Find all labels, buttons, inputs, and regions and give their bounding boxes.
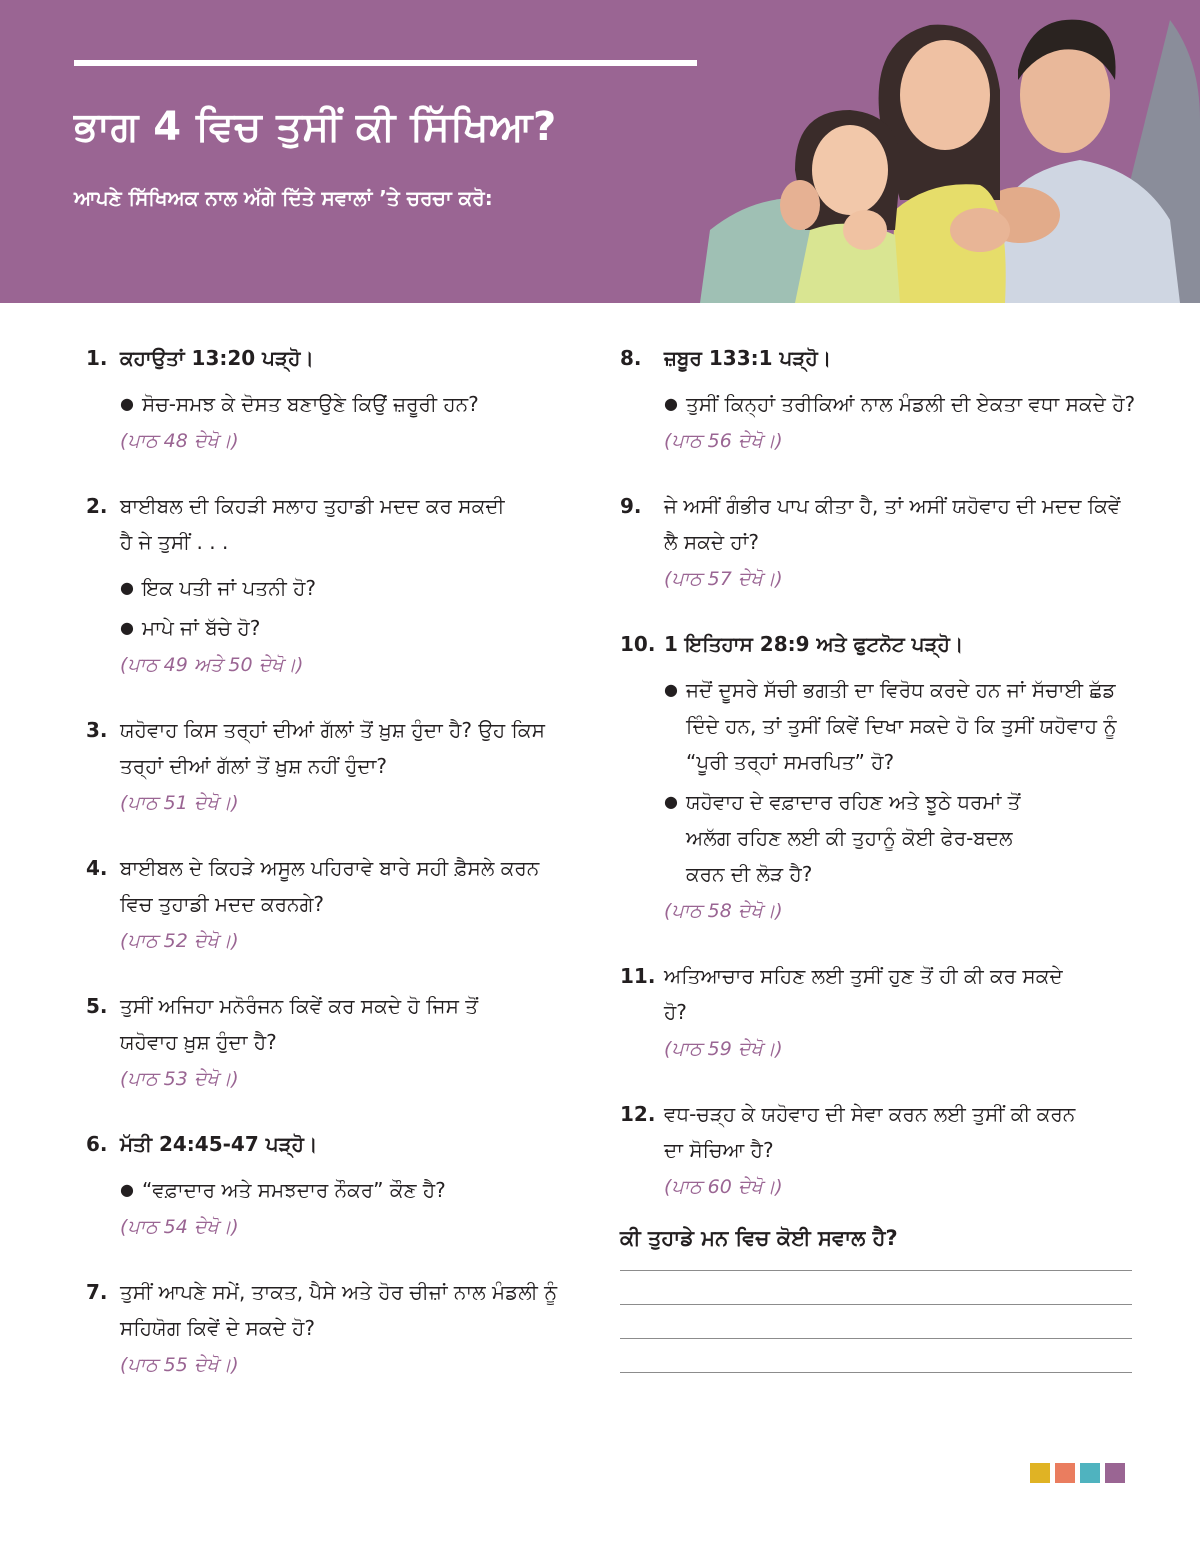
question-text: ਜ਼ਬੂਰ 133:1 ਪੜ੍ਹੋ। <box>664 346 832 370</box>
lesson-reference: (ਪਾਠ 57 ਦੇਖੋ।) <box>664 568 783 590</box>
bullet-icon: ● <box>120 394 134 413</box>
lesson-reference: (ਪਾਠ 51 ਦੇਖੋ।) <box>120 792 239 814</box>
question-number: 5. <box>86 994 108 1018</box>
lesson-reference: (ਪਾਠ 49 ਅਤੇ 50 ਦੇਖੋ।) <box>120 654 304 676</box>
question-text: ਤੁਸੀਂ ਆਪਣੇ ਸਮੇਂ, ਤਾਕਤ, ਪੈਸੇ ਅਤੇ ਹੋਰ ਚੀਜ਼ਾਂ ਨਾਲ ਮੰਡਲੀ ਨੂੰ ਸਹਿਯੋਗ ਕਿਵੇਂ ਦੇ ਸਕਦੇ ਹੋ? <box>120 1280 558 1340</box>
bullet-icon: ● <box>120 578 134 597</box>
lesson-reference: (ਪਾਠ 48 ਦੇਖੋ।) <box>120 430 239 452</box>
question-text: ਅਤਿਆਚਾਰ ਸਹਿਣ ਲਈ ਤੁਸੀਂ ਹੁਣ ਤੋਂ ਹੀ ਕੀ ਕਰ ਸਕਦੇ ਹੋ? <box>664 964 1063 1024</box>
question-item <box>86 1126 566 1244</box>
purple-square <box>1105 1463 1125 1483</box>
bullet-text: ਜਦੋਂ ਦੂਸਰੇ ਸੱਚੀ ਭਗਤੀ ਦਾ ਵਿਰੋਧ ਕਰਦੇ ਹਨ ਜਾਂ ਸੱਚਾਈ ਛੱਡ ਦਿੰਦੇ ਹਨ, ਤਾਂ ਤੁਸੀਂ ਕਿਵੇਂ ਦਿਖਾ ਸਕਦੇ ਹੋ ਕਿ ਤੁਸੀਂ ਯਹੋਵਾਹ ਨੂੰ “ਪੂਰੀ ਤਰ੍ਹਾਂ ਸਮਰਪਿਤ” ਹੋ? <box>686 678 1117 774</box>
question-text: ਜੇ ਅਸੀਂ ਗੰਭੀਰ ਪਾਪ ਕੀਤਾ ਹੈ, ਤਾਂ ਅਸੀਂ ਯਹੋਵਾਹ ਦੀ ਮਦਦ ਕਿਵੇਂ ਲੈ ਸਕਦੇ ਹਾਂ? <box>664 494 1121 554</box>
question-number: 12. <box>620 1102 656 1126</box>
yellow-square <box>1030 1463 1050 1483</box>
question-number: 1. <box>86 346 108 370</box>
teal-square <box>1080 1463 1100 1483</box>
lesson-reference: (ਪਾਠ 59 ਦੇਖੋ।) <box>664 1038 783 1060</box>
question-number: 6. <box>86 1132 108 1156</box>
question-item <box>620 626 1140 928</box>
question-text: ਬਾਈਬਲ ਦੇ ਕਿਹੜੇ ਅਸੂਲ ਪਹਿਰਾਵੇ ਬਾਰੇ ਸਹੀ ਫ਼ੈਸਲੇ ਕਰਨ ਵਿਚ ਤੁਹਾਡੀ ਮਦਦ ਕਰਨਗੇ? <box>120 856 540 916</box>
question-number: 7. <box>86 1280 108 1304</box>
lesson-reference: (ਪਾਠ 60 ਦੇਖੋ।) <box>664 1176 783 1198</box>
bullet-text: “ਵਫ਼ਾਦਾਰ ਅਤੇ ਸਮਝਦਾਰ ਨੌਕਰ” ਕੌਣ ਹੈ? <box>142 1178 446 1202</box>
question-number: 10. <box>620 632 656 656</box>
lesson-reference: (ਪਾਠ 52 ਦੇਖੋ।) <box>120 930 239 952</box>
orange-square <box>1055 1463 1075 1483</box>
question-number: 8. <box>620 346 642 370</box>
bullet-icon: ● <box>664 792 678 811</box>
question-item <box>620 1096 1140 1204</box>
page-title: ਭਾਗ 4 ਵਿਚ ਤੁਸੀਂ ਕੀ ਸਿੱਖਿਆ? <box>74 104 557 150</box>
question-text: ਮੱਤੀ 24:45-47 ਪੜ੍ਹੋ। <box>120 1132 318 1156</box>
family-praying-illustration <box>700 0 1200 303</box>
bullet-icon: ● <box>664 394 678 413</box>
lesson-reference: (ਪਾਠ 56 ਦੇਖੋ।) <box>664 430 783 452</box>
right-column <box>620 340 1140 1406</box>
lesson-reference: (ਪਾਠ 55 ਦੇਖੋ।) <box>120 1354 239 1376</box>
color-squares-decoration <box>1030 1463 1125 1483</box>
header-rule <box>74 60 697 66</box>
bullet-icon: ● <box>120 1180 134 1199</box>
question-text: ਕਹਾਉਤਾਂ 13:20 ਪੜ੍ਹੋ। <box>120 346 314 370</box>
bullet-text: ਯਹੋਵਾਹ ਦੇ ਵਫ਼ਾਦਾਰ ਰਹਿਣ ਅਤੇ ਝੂਠੇ ਧਰਮਾਂ ਤੋਂ ਅਲੱਗ ਰਹਿਣ ਲਈ ਕੀ ਤੁਹਾਨੂੰ ਕੋਈ ਫੇਰ-ਬਦਲ ਕਰਨ ਦੀ ਲੋੜ ਹੈ? <box>686 790 1021 886</box>
bullet-icon: ● <box>664 680 678 699</box>
question-text: ਯਹੋਵਾਹ ਕਿਸ ਤਰ੍ਹਾਂ ਦੀਆਂ ਗੱਲਾਂ ਤੋਂ ਖ਼ੁਸ਼ ਹੁੰਦਾ ਹੈ? ਉਹ ਕਿਸ ਤਰ੍ਹਾਂ ਦੀਆਂ ਗੱਲਾਂ ਤੋਂ ਖ਼ੁਸ਼ ਨਹੀਂ ਹੁੰਦਾ? <box>120 718 545 778</box>
question-item <box>86 1274 566 1382</box>
question-text: ਵਧ-ਚੜ੍ਹ ਕੇ ਯਹੋਵਾਹ ਦੀ ਸੇਵਾ ਕਰਨ ਲਈ ਤੁਸੀਂ ਕੀ ਕਰਨ ਦਾ ਸੋਚਿਆ ਹੈ? <box>664 1102 1076 1162</box>
bullet-text: ਇਕ ਪਤੀ ਜਾਂ ਪਤਨੀ ਹੋ? <box>142 576 317 600</box>
lesson-reference: (ਪਾਠ 54 ਦੇਖੋ।) <box>120 1216 239 1238</box>
question-number: 9. <box>620 494 642 518</box>
left-column <box>86 340 566 1382</box>
question-number: 2. <box>86 494 108 518</box>
header-banner <box>0 0 1200 303</box>
question-item <box>86 850 566 958</box>
writing-line <box>620 1304 1132 1305</box>
question-item <box>86 988 566 1096</box>
question-item <box>620 340 1140 458</box>
closing-question: ਕੀ ਤੁਹਾਡੇ ਮਨ ਵਿਚ ਕੋਈ ਸਵਾਲ ਹੈ? <box>620 1226 898 1250</box>
bullet-text: ਸੋਚ-ਸਮਝ ਕੇ ਦੋਸਤ ਬਣਾਉਣੇ ਕਿਉਂ ਜ਼ਰੂਰੀ ਹਨ? <box>142 392 479 416</box>
question-number: 3. <box>86 718 108 742</box>
bullet-icon: ● <box>120 618 134 637</box>
page-subtitle: ਆਪਣੇ ਸਿੱਖਿਅਕ ਨਾਲ ਅੱਗੇ ਦਿੱਤੇ ਸਵਾਲਾਂ ’ਤੇ ਚਰਚਾ ਕਰੋ: <box>74 186 493 210</box>
question-item <box>86 488 566 682</box>
question-item <box>620 958 1140 1066</box>
question-text: 1 ਇਤਿਹਾਸ 28:9 ਅਤੇ ਫੁਟਨੋਟ ਪੜ੍ਹੋ। <box>664 632 964 656</box>
question-text: ਤੁਸੀਂ ਅਜਿਹਾ ਮਨੋਰੰਜਨ ਕਿਵੇਂ ਕਰ ਸਕਦੇ ਹੋ ਜਿਸ ਤੋਂ ਯਹੋਵਾਹ ਖ਼ੁਸ਼ ਹੁੰਦਾ ਹੈ? <box>120 994 479 1054</box>
question-text: ਬਾਈਬਲ ਦੀ ਕਿਹੜੀ ਸਲਾਹ ਤੁਹਾਡੀ ਮਦਦ ਕਰ ਸਕਦੀ ਹੈ ਜੇ ਤੁਸੀਂ . . . <box>120 494 505 554</box>
question-item <box>620 488 1140 596</box>
bullet-text: ਤੁਸੀਂ ਕਿਨ੍ਹਾਂ ਤਰੀਕਿਆਂ ਨਾਲ ਮੰਡਲੀ ਦੀ ਏਕਤਾ ਵਧਾ ਸਕਦੇ ਹੋ? <box>686 392 1136 416</box>
question-number: 4. <box>86 856 108 880</box>
writing-line <box>620 1372 1132 1373</box>
writing-line <box>620 1338 1132 1339</box>
question-number: 11. <box>620 964 656 988</box>
lesson-reference: (ਪਾਠ 58 ਦੇਖੋ।) <box>664 900 783 922</box>
lesson-reference: (ਪਾਠ 53 ਦੇਖੋ।) <box>120 1068 239 1090</box>
question-item <box>86 712 566 820</box>
bullet-text: ਮਾਪੇ ਜਾਂ ਬੱਚੇ ਹੋ? <box>142 616 261 640</box>
writing-lines <box>620 1270 1140 1373</box>
writing-line <box>620 1270 1132 1271</box>
question-item <box>86 340 566 458</box>
